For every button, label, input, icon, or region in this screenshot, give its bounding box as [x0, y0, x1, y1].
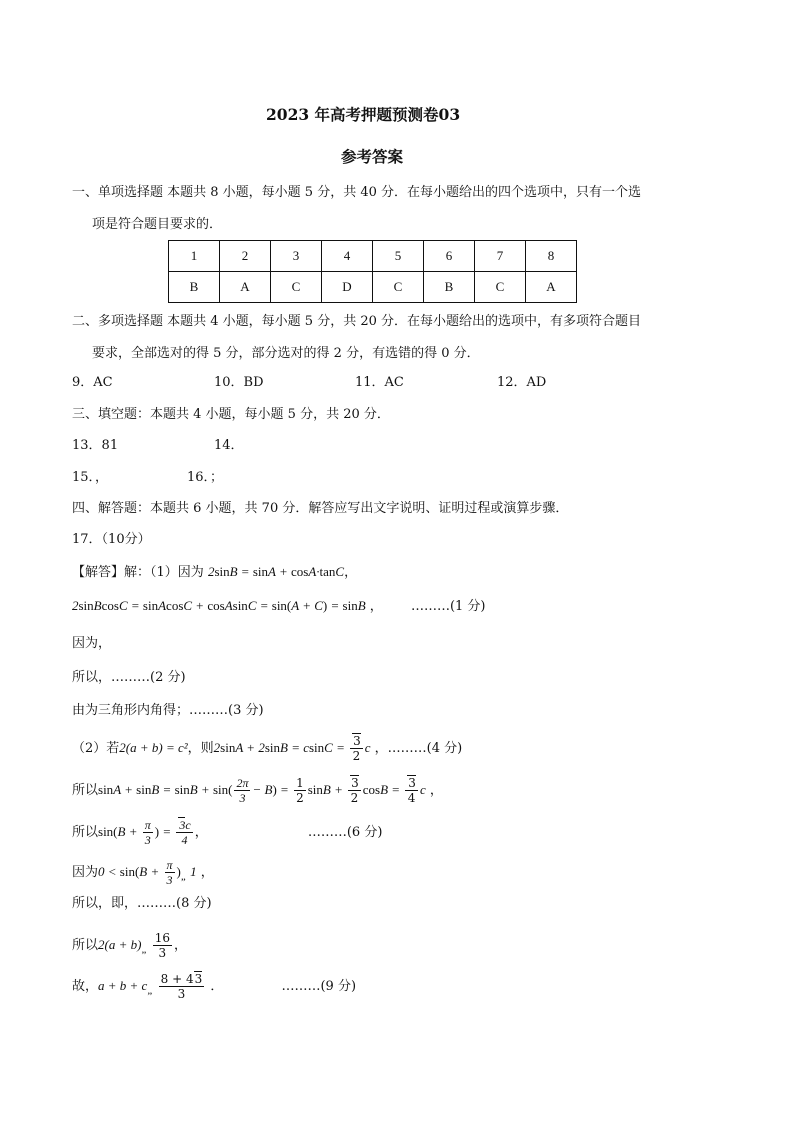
table-cell: 3 — [271, 241, 322, 272]
formula: 2sinBcosC = sinAcosC + cosAsinC = sin(A + C) = sinB — [72, 598, 366, 613]
section-2-heading-cont: 要求，全部选对的得 5 分，部分选对的得 2 分，有选错的得 0 分． — [92, 346, 480, 361]
formula: 2sinB = sinA + cosA·tanC — [207, 564, 345, 579]
answer-16: 16．； — [187, 470, 224, 485]
solution-line-11: 所以$2(a + b)_„$ $\frac{16}{3}$ ， — [72, 931, 188, 960]
solution-line-12: 故，$a + b + c_„$ $\frac{8 + 43}{3}$ ． ………(9 分) — [72, 972, 357, 1001]
solution-line-4: 所以，………(2 分) — [72, 670, 186, 685]
answer-9: 9．AC — [72, 375, 113, 390]
answer-table — [168, 240, 577, 303]
table-cell: 6 — [424, 241, 475, 272]
solution-intro: 解：（1）因为 — [124, 565, 204, 580]
table-cell: D — [322, 272, 373, 303]
table-cell: 7 — [475, 241, 526, 272]
solution-line-1: 【解答】解：（1）因为 2sinB = sinA + cosA·tanC， — [72, 564, 358, 580]
table-cell: B — [424, 272, 475, 303]
solution-tag: 【解答】 — [72, 565, 125, 580]
solution-line-7: 所以sinA + sinB = sinB + sin( $\frac{2\pi}{3}$ − B) = $\frac{1}{2}$ sinB + $\frac{3}{2}$ cosB = $\frac{3}{4}$ c ， — [72, 776, 443, 805]
solution-line-2: 2sinBcosC = sinAcosC + cosAsinC = sin(A + C) = sinB ， ………(1 分) — [72, 598, 486, 614]
answer-14: 14． — [214, 438, 244, 453]
answer-10: 10．BD — [214, 375, 264, 390]
section-4-heading: 四、解答题：本题共 6 小题，共 70 分．解答应写出文字说明、证明过程或演算步骤． — [72, 501, 569, 516]
table-cell: B — [169, 272, 220, 303]
table-cell: 5 — [373, 241, 424, 272]
question-17-label: 17．（10分） — [72, 532, 151, 547]
section-1-heading: 一、单项选择题 本题共 8 小题，每小题 5 分，共 40 分．在每小题给出的四个选项中，只有一个选 — [72, 185, 642, 200]
table-cell: 8 — [526, 241, 577, 272]
page-title: 2023 年高考押题预测卷03 — [266, 105, 461, 124]
table-cell: 2 — [220, 241, 271, 272]
solution-line-10: 所以，即，………(8 分) — [72, 896, 212, 911]
solution-line-8: 所以sin(B + $\frac{\pi}{3}$ ) = $\frac{3c}{4}$ ， ………(6 分) — [72, 818, 383, 847]
table-row — [169, 241, 577, 272]
solution-line-6: （2）若2(a + b) = c²，则2sinA + 2sinB = csinC = $\frac{3}{2}$ c ，………(4 分) — [72, 734, 463, 763]
solution-line-9: 因为0 < sin(B + $\frac{\pi}{3}$ )$_„$ 1 ， — [72, 858, 214, 887]
solution-line-3: 因为， — [72, 636, 112, 651]
answer-13: 13．81 — [72, 438, 119, 453]
table-cell: A — [220, 272, 271, 303]
solution-line-5: 由为三角形内角得；………(3 分) — [72, 703, 264, 718]
table-cell: C — [271, 272, 322, 303]
answer-15: 15．， — [72, 470, 109, 485]
points-1: ………(1 分) — [410, 599, 486, 614]
table-cell: C — [373, 272, 424, 303]
table-cell: A — [526, 272, 577, 303]
table-cell: 4 — [322, 241, 373, 272]
answer-11: 11．AC — [355, 375, 404, 390]
table-cell: C — [475, 272, 526, 303]
section-1-heading-cont: 项是符合题目要求的． — [92, 217, 223, 232]
section-2-heading: 二、多项选择题 本题共 4 小题，每小题 5 分，共 20 分．在每小题给出的选项中，有多项符合题目 — [72, 314, 642, 329]
page-subtitle: 参考答案 — [341, 147, 404, 166]
answer-12: 12．AD — [497, 375, 547, 390]
section-3-heading: 三、填空题：本题共 4 小题，每小题 5 分，共 20 分． — [72, 407, 390, 422]
table-row — [169, 272, 577, 303]
table-cell: 1 — [169, 241, 220, 272]
